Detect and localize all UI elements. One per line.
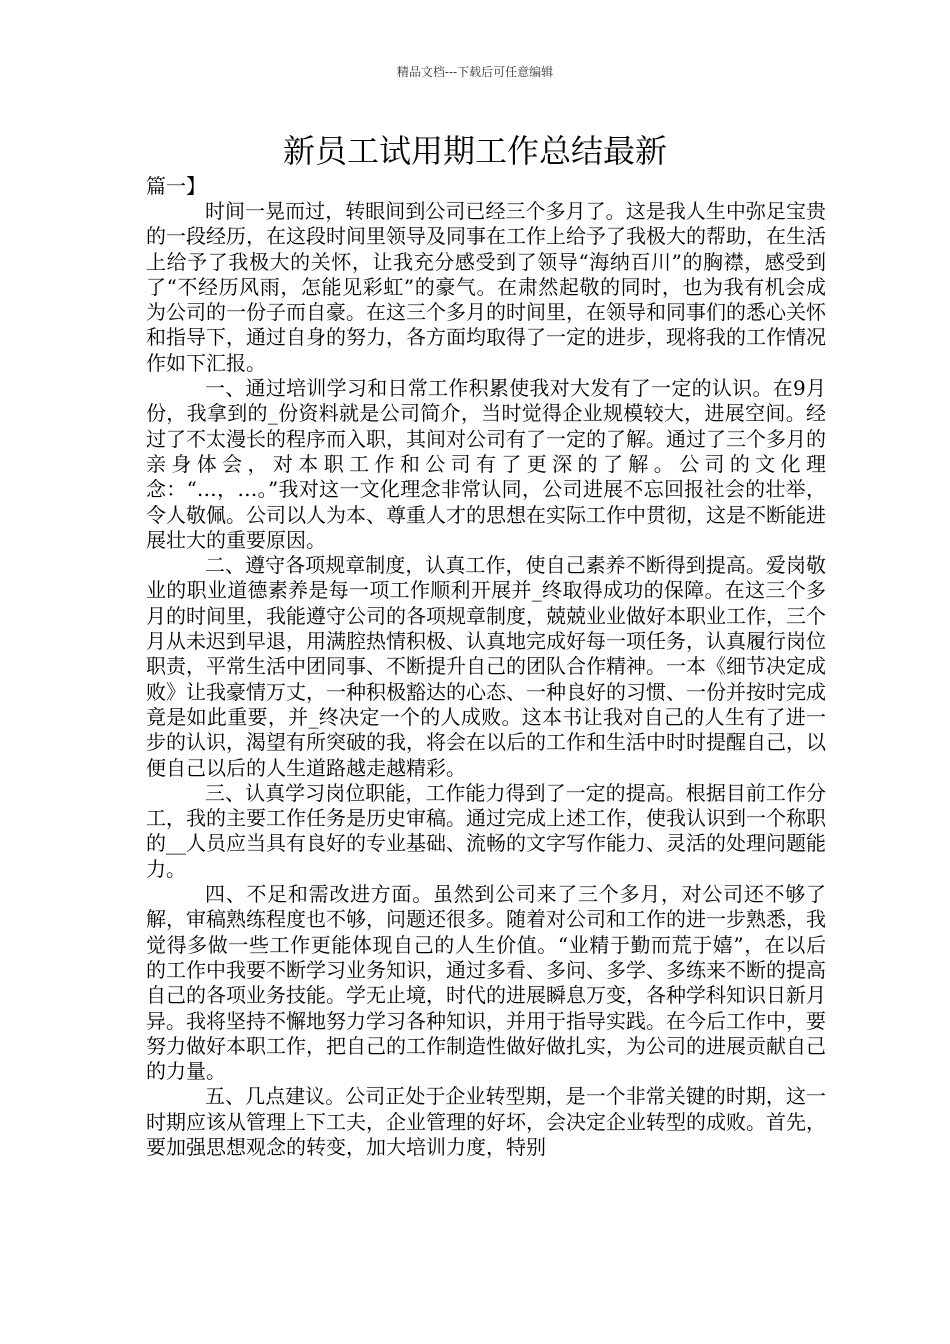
paragraph-intro: 时间一晃而过，转眼间到公司已经三个多月了。这是我人生中弥足宝贵的一段经历，在这段时间里领导及同事在工作上给予了我极大的帮助，在生活上给予了我极大的关怀，让我充分感受到了领导“海纳百川”的胸襟，感受到了“不经历风雨，怎能见彩虹”的豪气。在肃然起敬的同时，也为我有机会成为公司的一份子而自豪。在这三个多月的时间里，在领导和同事们的悉心关怀和指导下，通过自身的努力，各方面均取得了一定的进步，现将我的工作情况作如下汇报。: [146, 199, 826, 375]
paragraph-training: 一、通过培训学习和日常工作积累使我对大发有了一定的认识。在9月份，我拿到的_份资料就是公司简介，当时觉得企业规模较大，进展空间。经过了不太漫长的程序而入职，其间对公司有了一定的了解。通过了三个多月的亲身体会，对本职工作和公司有了更深的了解。公司的文化理念：“…，…。”我对这一文化理念非常认同，公司进展不忘回报社会的壮举，令人敬佩。公司以人为本、尊重人才的思想在实际工作中贯彻，这是不断能进展壮大的重要原因。: [146, 376, 826, 552]
section-label: 篇一】: [146, 174, 206, 198]
document-body: [146, 199, 826, 1160]
paragraph-rules: 二、遵守各项规章制度，认真工作，使自己素养不断得到提高。爱岗敬业的职业道德素养是每一项工作顺利开展并_终取得成功的保障。在这三个多月的时间里，我能遵守公司的各项规章制度，兢兢业业做好本职业工作，三个月从未迟到早退，用满腔热情积极、认真地完成好每一项任务，认真履行岗位职责，平常生活中团同事、不断提升自己的团队合作精神。一本《细节决定成败》让我豪情万丈，一种积极豁达的心态、一种良好的习惯、一份并按时完成竟是如此重要，并_终决定一个的人成败。这本书让我对自己的人生有了进一步的认识，渴望有所突破的我，将会在以后的工作和生活中时时提醒自己，以便自己以后的人生道路越走越精彩。: [146, 553, 826, 780]
document-title: 新员工试用期工作总结最新: [282, 132, 667, 170]
paragraph-learning: 三、认真学习岗位职能，工作能力得到了一定的提高。根据目前工作分工，我的主要工作任务是历史审稿。通过完成上述工作，使我认识到一个称职的__人员应当具有良好的专业基础、流畅的文字写作能力、灵活的处理问题能力。: [146, 780, 826, 881]
page-header: 精品文档---下载后可任意编辑: [396, 65, 554, 79]
paragraph-suggestions: 五、几点建议。公司正处于企业转型期，是一个非常关键的时期，这一时期应该从管理上下工夫，企业管理的好坏，会决定企业转型的成败。首先，要加强思想观念的转变，加大培训力度，特别: [146, 1084, 826, 1159]
paragraph-improvement: 四、不足和需改进方面。虽然到公司来了三个多月，对公司还不够了解，审稿熟练程度也不够，问题还很多。随着对公司和工作的进一步熟悉，我觉得多做一些工作更能体现自己的人生价值。“业精于勤而荒于嬉”，在以后的工作中我要不断学习业务知识，通过多看、多问、多学、多练来不断的提高自己的各项业务技能。学无止境，时代的进展瞬息万变，各种学科知识日新月异。我将坚持不懈地努力学习各种知识，并用于指导实践。在今后工作中，要努力做好本职工作，把自己的工作制造性做好做扎实，为公司的进展贡献自己的力量。: [146, 882, 826, 1084]
